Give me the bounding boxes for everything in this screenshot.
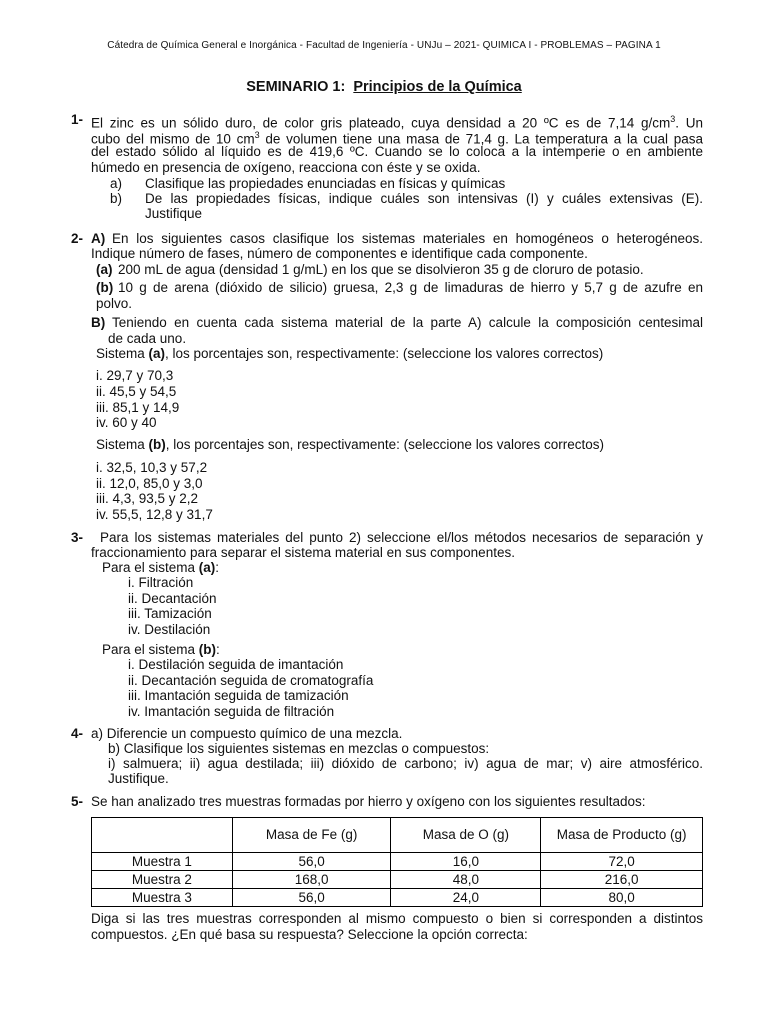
q2-b-label: (b) [96, 280, 114, 295]
q5-intro: Se han analizado tres muestras formadas por hierro y oxígeno con los siguientes resultados: [91, 794, 646, 809]
q2-part-a-label: A) [91, 231, 106, 246]
question-number: 5- [71, 794, 84, 809]
option-item: iii. Imantación seguida de tamización [128, 688, 349, 703]
q2-b-text: 10 g de arena (dióxido de silicio) gruesa, 2,3 g de limaduras de hierro y 5,7 g de azufre en [118, 280, 703, 295]
question-number: 3- [71, 530, 84, 545]
option-item: iv. 55,5, 12,8 y 31,7 [96, 507, 213, 522]
q1-item-a-label: a) [110, 176, 123, 191]
q2-a-text: 200 mL de agua (densidad 1 g/mL) en los que se disolvieron 35 g de cloruro de potasio. [118, 262, 644, 277]
table-header-cell: Masa de Fe (g) [232, 818, 391, 853]
q5-question-line-2: compuestos. ¿En qué basa su respuesta? Seleccione la opción correcta: [91, 927, 528, 942]
table-cell: 56,0 [232, 889, 391, 907]
q1-line-2: cubo del mismo de 10 $cm^3$ de volumen tiene una masa de 71,4 g. La temperatura a la cual pasa [91, 130, 703, 147]
q2-system-b-prompt: Sistema (b), los porcentajes son, respectivamente: (seleccione los valores correctos) [96, 437, 604, 452]
q1-item-a-text: Clasifique las propiedades enunciadas en físicas y químicas [145, 176, 506, 191]
question-number: 4- [71, 726, 84, 741]
q2-part-b-text: Teniendo en cuenta cada sistema material de la parte A) calcule la composición centesimal [112, 315, 703, 330]
table-cell: Muestra 1 [92, 853, 233, 871]
table-cell: 80,0 [541, 889, 703, 907]
title-main: Principios de la Química [353, 79, 522, 95]
q5-question-line-1: Diga si las tres muestras corresponden al mismo compuesto o bien si corresponden a distintos [91, 911, 703, 926]
q1-line-1: El zinc es un sólido duro, de color gris plateado, cuya densidad a 20 ºC es de 7,14 $g/cm^3$. Un [91, 114, 703, 131]
title-prefix: SEMINARIO 1: [246, 79, 346, 95]
q2-part-b-label: B) [91, 315, 106, 330]
table-header-cell: Masa de Producto (g) [541, 818, 703, 853]
table-row [92, 871, 703, 889]
option-item: iv. Imantación seguida de filtración [128, 704, 335, 719]
option-item: iv. 60 y 40 [96, 415, 157, 430]
table-header-cell: Masa de O (g) [391, 818, 541, 853]
table-cell: Muestra 3 [92, 889, 233, 907]
option-item: i. 32,5, 10,3 y 57,2 [96, 460, 208, 475]
q1-item-b-text: De las propiedades físicas, indique cuáles son intensivas (I) y cuáles extensivas (E). [145, 191, 703, 206]
option-item: ii. 12,0, 85,0 y 3,0 [96, 476, 203, 491]
option-item: iii. 4,3, 93,5 y 2,2 [96, 491, 199, 506]
q4-part-a: a) Diferencie un compuesto químico de una mezcla. [91, 726, 403, 741]
page-header: Cátedra de Química General e Inorgánica - Facultad de Ingeniería - UNJu – 2021- QUIMICA I - PROBLEMAS – PAGINA 1 [107, 40, 661, 51]
q2-system-a-prompt: Sistema (a), los porcentajes son, respectivamente: (seleccione los valores correctos) [96, 346, 604, 361]
table-row [92, 889, 703, 907]
q3-line-1: Para los sistemas materiales del punto 2) seleccione el/los métodos necesarios de separación y [100, 530, 703, 545]
question-number: 2- [71, 231, 84, 246]
option-item: ii. Decantación seguida de cromatografía [128, 673, 374, 688]
q2-b-text-2: polvo. [96, 296, 133, 311]
option-item: iii. 85,1 y 14,9 [96, 400, 180, 415]
table-cell: 56,0 [232, 853, 391, 871]
question-number: 1- [71, 112, 84, 127]
table-cell: Muestra 2 [92, 871, 233, 889]
option-item: iii. Tamización [128, 606, 212, 621]
table-cell: 168,0 [232, 871, 391, 889]
option-item: i. 29,7 y 70,3 [96, 368, 174, 383]
q2-part-b-text-2: de cada uno. [108, 331, 187, 346]
q2-a-label: (a) [96, 262, 113, 277]
q3-line-2: fraccionamiento para separar el sistema material en sus componentes. [91, 545, 515, 560]
option-item: i. Destilación seguida de imantación [128, 657, 344, 672]
q1-item-b-text-2: Justifique [145, 206, 203, 221]
option-item: ii. 45,5 y 54,5 [96, 384, 177, 399]
q2-line-2: Indique número de fases, número de componentes e identifique cada componente. [91, 246, 588, 261]
table-cell: 216,0 [541, 871, 703, 889]
option-item: i. Filtración [128, 575, 194, 590]
table-cell: 16,0 [391, 853, 541, 871]
q3-system-a-prompt: Para el sistema (a): [102, 560, 220, 575]
table-cell: 24,0 [391, 889, 541, 907]
q1-item-b-label: b) [110, 191, 123, 206]
table-cell: 72,0 [541, 853, 703, 871]
table-header-cell [92, 818, 233, 853]
q1-line-4: húmedo en presencia de oxígeno, reacciona con éste y se oxida. [91, 160, 481, 175]
q4-justify: Justifique. [108, 771, 169, 786]
table-header-row [92, 818, 703, 853]
q4-part-b: b) Clasifique los siguientes sistemas en mezclas o compuestos: [108, 741, 490, 756]
option-item: ii. Decantación [128, 591, 217, 606]
q3-system-b-prompt: Para el sistema (b): [102, 642, 220, 657]
table-cell: 48,0 [391, 871, 541, 889]
q1-line-3: del estado sólido al líquido es de 419,6 ºC. Cuando se lo coloca a la intemperie o en ambiente [91, 144, 703, 159]
table-row [92, 853, 703, 871]
results-table [91, 817, 703, 907]
q4-systems-list: i) salmuera; ii) agua destilada; iii) dióxido de carbono; iv) agua de mar; v) aire atmosférico. [108, 756, 703, 771]
q2-line-1: En los siguientes casos clasifique los sistemas materiales en homogéneos o heterogéneos. [112, 231, 703, 246]
page-title [0, 79, 768, 95]
option-item: iv. Destilación [128, 622, 211, 637]
